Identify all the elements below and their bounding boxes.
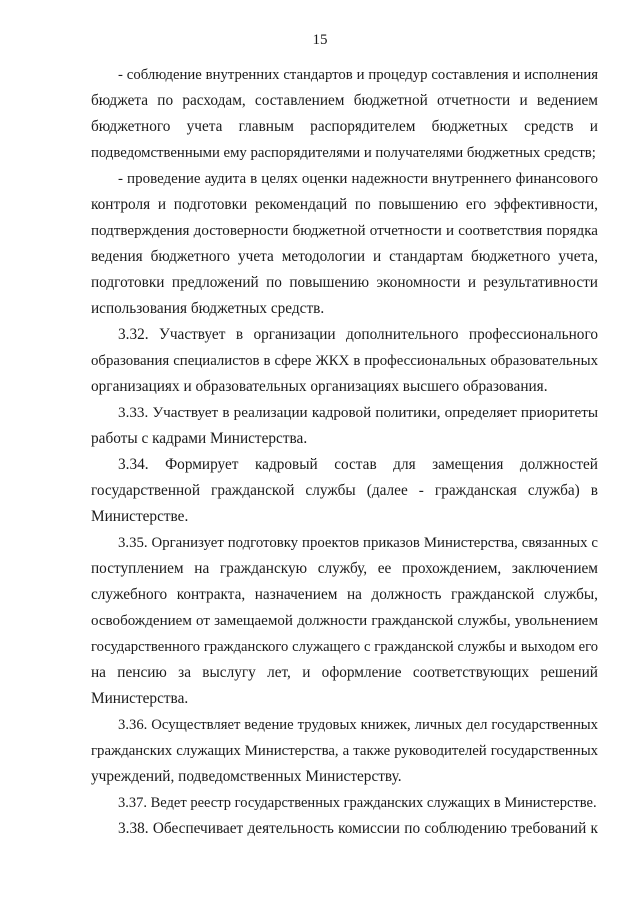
text-line: государственной гражданской службы (далее - гражданская служба) в: [91, 482, 598, 499]
text-line: использования бюджетных средств.: [91, 300, 325, 317]
text-line: 3.32. Участвует в организации дополнительного профессионального: [118, 326, 598, 343]
text-line: освобождением от замещаемой должности гражданской службы, увольнением: [91, 613, 598, 629]
text-line: на пенсию за выслугу лет, и оформление соответствующих решений: [91, 664, 598, 681]
text-line: работы с кадрами Министерства.: [91, 430, 308, 447]
text-line: гражданских служащих Министерства, а также руководителей государственных: [91, 743, 598, 759]
text-line: - соблюдение внутренних стандартов и процедур составления и исполнения: [118, 67, 598, 83]
text-line: 3.38. Обеспечивает деятельность комиссии по соблюдению требований к: [118, 820, 598, 837]
paragraph-3-34: [64, 452, 598, 530]
text-line: подтверждения достоверности бюджетной отчетности и соответствия порядка: [91, 223, 598, 239]
text-line: государственного гражданского служащего с гражданской службы и выходом его: [91, 639, 598, 655]
paragraph-3-35: [64, 530, 598, 712]
text-line: ведения бюджетного учета методологии и стандартам бюджетного учета,: [91, 248, 598, 265]
text-line: Министерства.: [91, 690, 189, 707]
paragraph-3-38: [64, 816, 598, 842]
text-line: 3.37. Ведет реестр государственных гражданских служащих в Министерстве.: [118, 795, 597, 811]
text-line: организациях и образовательных организациях высшего образования.: [91, 378, 548, 395]
text-line: Министерстве.: [91, 508, 189, 525]
text-line: подведомственными ему распорядителями и получателями бюджетных средств;: [91, 145, 596, 161]
text-line: учреждений, подведомственных Министерству.: [91, 768, 402, 785]
text-line: 3.35. Организует подготовку проектов приказов Министерства, связанных с: [118, 535, 598, 551]
paragraph-3-32: [64, 322, 598, 400]
text-line: 3.33. Участвует в реализации кадровой политики, определяет приоритеты: [118, 404, 598, 421]
text-line: служебного контракта, назначением на должность гражданской службы,: [91, 586, 598, 603]
text-line: бюджетного учета главным распорядителем бюджетных средств и: [91, 118, 598, 135]
text-line: 3.36. Осуществляет ведение трудовых книжек, личных дел государственных: [118, 717, 598, 733]
text-line: 3.34. Формирует кадровый состав для замещения должностей: [118, 456, 598, 473]
paragraph-budget-standards: [64, 62, 598, 166]
page-number: 15: [312, 32, 328, 48]
text-line: поступлением на гражданскую службу, ее прохождением, заключением: [91, 560, 598, 577]
document-body: [64, 62, 598, 842]
paragraph-audit: [64, 166, 598, 322]
text-line: бюджета по расходам, составлением бюджетной отчетности и ведением: [91, 92, 598, 109]
text-line: контроля и подготовки рекомендаций по повышению его эффективности,: [91, 196, 598, 213]
text-line: образования специалистов в сфере ЖКХ в профессиональных образовательных: [91, 353, 598, 369]
paragraph-3-37: [64, 790, 598, 816]
paragraph-3-36: [64, 712, 598, 790]
text-line: подготовки предложений по повышению экономности и результативности: [91, 274, 598, 291]
text-line: - проведение аудита в целях оценки надежности внутреннего финансового: [118, 171, 598, 187]
paragraph-3-33: [64, 400, 598, 452]
